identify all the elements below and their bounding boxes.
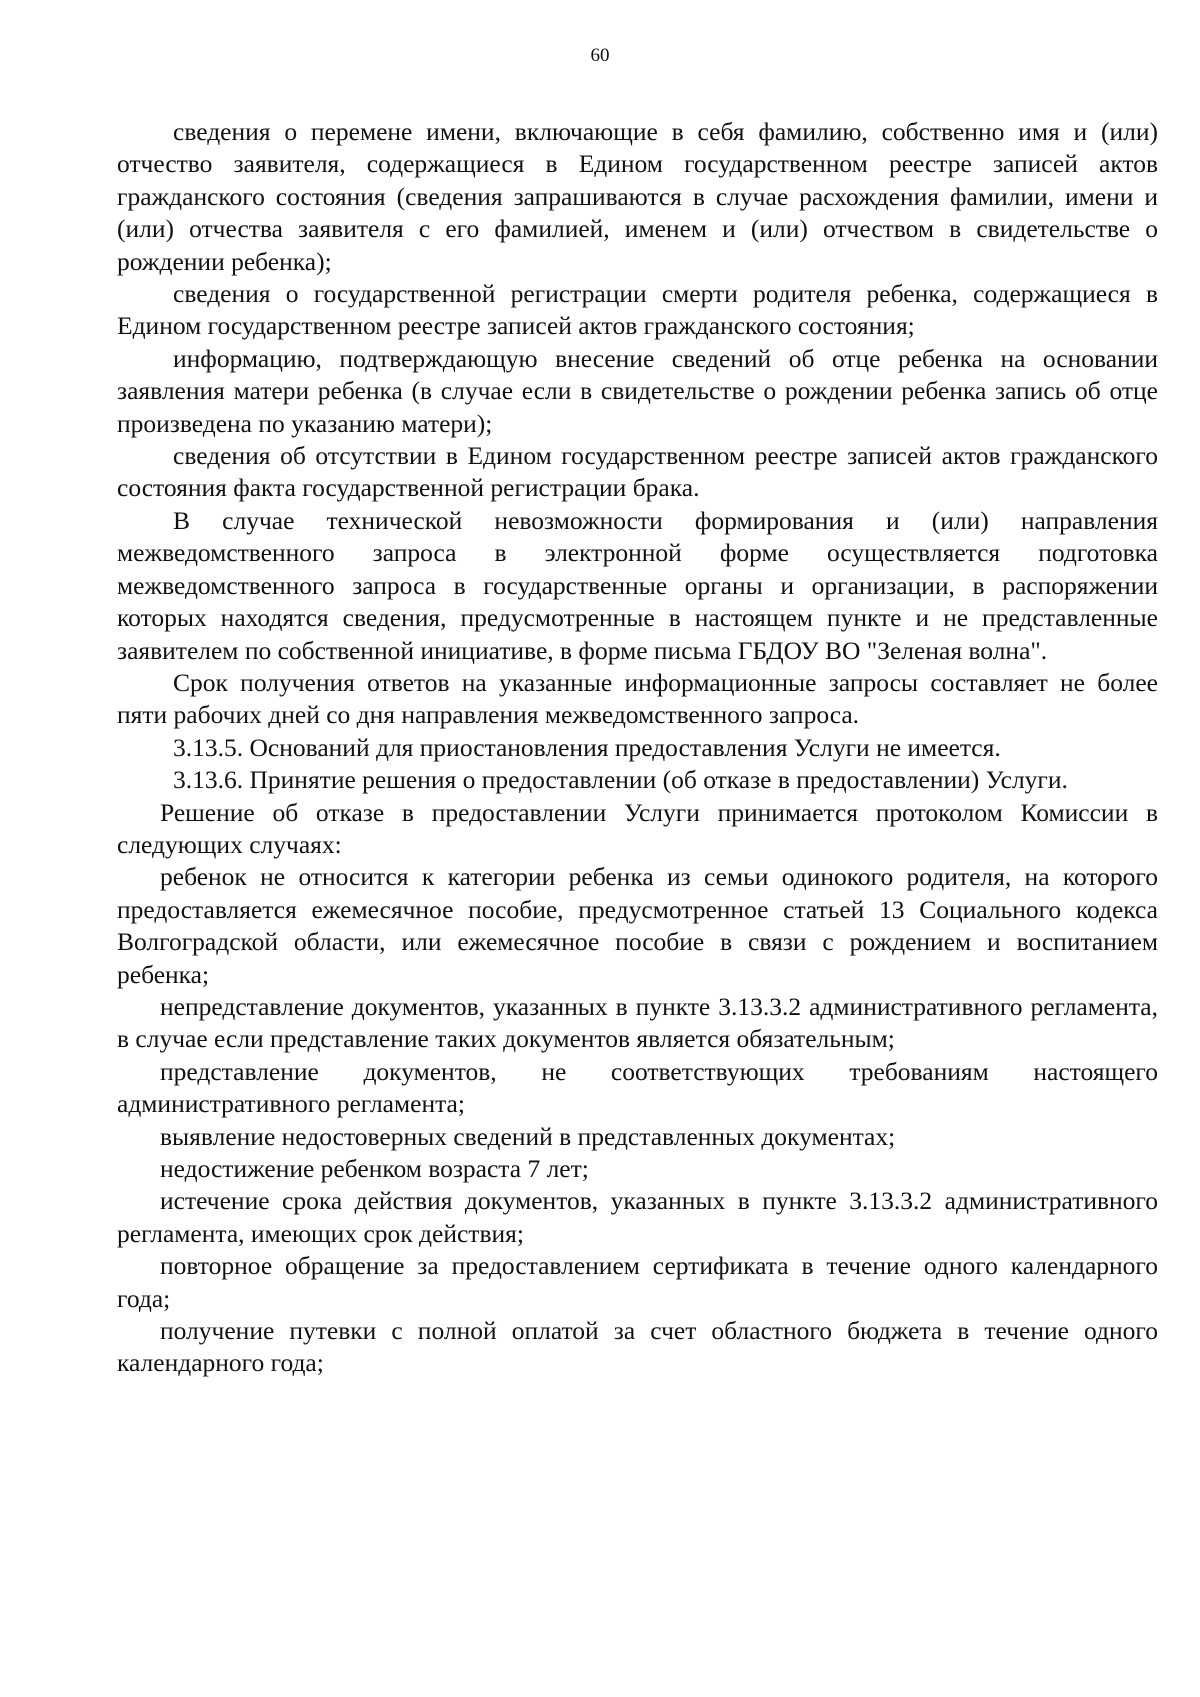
page-number: 60 [590, 45, 610, 66]
refusal-case-expired-documents: истечение срока действия документов, указанных в пункте 3.13.3.2 административного регламента, имеющих срок действия; [117, 1186, 1158, 1248]
paragraph-name-change-info: сведения о перемене имени, включающие в себя фамилию, собственно имя и (или) отчество заявителя, содержащиеся в Едином государственном реестре записей актов гражданского состояния (сведения запрашиваются в случае расхождения фамилии, имени и (или) отчества заявителя с его фамилией, именем и (или) отчеством в свидетельстве о рождении ребенка); [117, 117, 1158, 276]
paragraph-refusal-decision: Решение об отказе в предоставлении Услуги принимается протоколом Комиссии в следующих случаях: [117, 797, 1158, 859]
refusal-case-false-information: выявление недостоверных сведений в представленных документах; [160, 1121, 896, 1151]
paragraph-marriage-registration: сведения об отсутствии в Едином государственном реестре записей актов гражданского состояния факта государственной регистрации брака. [117, 441, 1158, 503]
refusal-case-age: недостижение ребенком возраста 7 лет; [160, 1154, 589, 1183]
paragraph-3-13-5: 3.13.5. Оснований для приостановления предоставления Услуги не имеется. [173, 732, 1001, 762]
refusal-case-noncompliant-documents: представление документов, не соответствующих требованиям настоящего административного регламента; [117, 1056, 1158, 1119]
paragraph-parent-death-registration: сведения о государственной регистрации смерти родителя ребенка, содержащиеся в Едином государственном реестре записей актов гражданского состояния; [117, 279, 1158, 341]
refusal-case-missing-documents: непредставление документов, указанных в пункте 3.13.3.2 административного регламента, в случае если представление таких документов является обязательным; [117, 991, 1158, 1054]
refusal-case-category: ребенок не относится к категории ребенка из семьи одинокого родителя, на которого предоставляется ежемесячное пособие, предусмотренное статьей 13 Социального кодекса Волгоградской области, или ежемесячное пособие в связи с рождением и воспитанием ребенка; [117, 862, 1158, 989]
refusal-case-repeat-request: повторное обращение за предоставлением сертификата в течение одного календарного года; [117, 1251, 1158, 1313]
paragraph-technical-impossibility: В случае технической невозможности формирования и (или) направления межведомственного запроса в электронной форме осуществляется подготовка межведомственного запроса в государственные органы и организации, в распоряжении которых находятся сведения, предусмотренные в настоящем пункте и не представленные заявителем по собственной инициативе, в форме письма ГБДОУ ВО "Зеленая волна". [117, 505, 1158, 665]
paragraph-response-deadline: Срок получения ответов на указанные информационные запросы составляет не более пяти рабочих дней со дня направления межведомственного запроса. [117, 667, 1158, 730]
paragraph-3-13-6: 3.13.6. Принятие решения о предоставлении (об отказе в предоставлении) Услуги. [173, 765, 1068, 795]
paragraph-father-info: информацию, подтверждающую внесение сведений об отце ребенка на основании заявления матери ребенка (в случае если в свидетельстве о рождении ребенка запись об отце произведена по указанию матери); [117, 343, 1158, 438]
document-body [117, 116, 1158, 1380]
refusal-case-voucher-received: получение путевки с полной оплатой за счет областного бюджета в течение одного календарного года; [117, 1316, 1158, 1378]
